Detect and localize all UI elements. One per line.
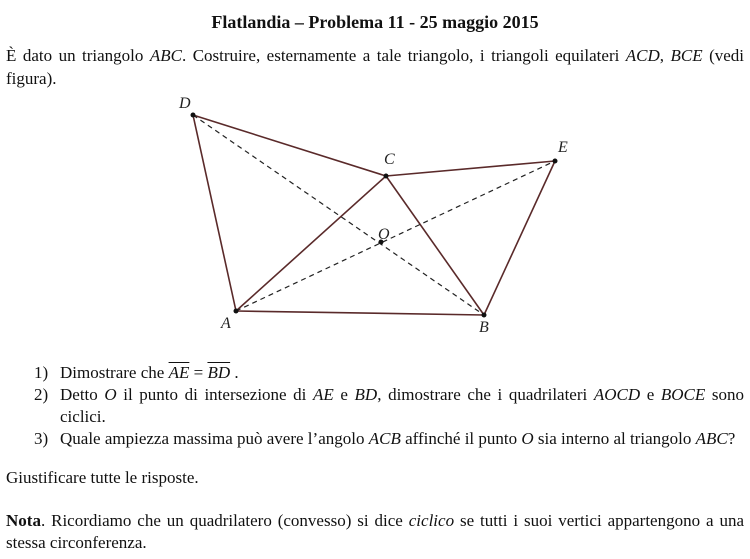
label-c: C	[384, 151, 395, 168]
question-text: il punto di intersezione di	[116, 385, 314, 404]
label-b: B	[479, 319, 489, 336]
segment-ae-label: AE	[313, 385, 334, 404]
question-list	[6, 362, 744, 450]
question-number: 3)	[34, 429, 49, 448]
geometry-svg	[160, 90, 590, 340]
question-text: e	[640, 385, 661, 404]
angle-acb: ACB	[368, 429, 401, 448]
triangle-abc: ABC	[695, 429, 728, 448]
question-text: Quale ampiezza massima può avere l’angolo	[60, 429, 369, 448]
equals-sign: =	[189, 363, 208, 382]
question-number: 2)	[34, 385, 49, 404]
question-2	[6, 384, 744, 428]
label-a: A	[221, 315, 231, 332]
quad-aocd: AOCD	[593, 385, 641, 404]
point-c	[384, 174, 389, 179]
question-text: ?	[727, 429, 736, 448]
question-text: sia interno al triangolo	[533, 429, 696, 448]
question-text: Detto	[60, 385, 105, 404]
nota-text: . Ricordiamo che un quadrilatero (convesso) si dice	[40, 511, 409, 530]
question-text: , dimostrare che i quadrilateri	[377, 385, 594, 404]
solid-segments	[193, 115, 555, 315]
triangle-bce: BCE	[670, 46, 703, 65]
geometry-figure	[160, 90, 590, 340]
segment-bd-label: BD	[354, 385, 378, 404]
segment-da	[193, 115, 236, 311]
intro-text: . Costruire, esternamente a tale triangolo, i triangoli equilateri	[181, 46, 626, 65]
label-d: D	[179, 95, 191, 112]
question-text: .	[230, 363, 239, 382]
intro-text: ,	[659, 46, 671, 65]
point-o-label: O	[521, 429, 534, 448]
point-a	[234, 309, 239, 314]
intro-paragraph	[6, 44, 744, 90]
quad-boce: BOCE	[660, 385, 706, 404]
question-number: 1)	[34, 363, 49, 382]
dashed-segments	[193, 115, 555, 315]
segment-ae	[236, 161, 555, 311]
point-o-label: O	[104, 385, 117, 404]
nota-label: Nota	[6, 511, 41, 530]
points	[191, 113, 558, 318]
segment-dc	[193, 115, 386, 176]
segment-ab	[236, 311, 484, 315]
question-text: affinché il punto	[400, 429, 522, 448]
question-1	[6, 362, 744, 384]
nota-ciclico: ciclico	[408, 511, 455, 530]
question-text: e	[333, 385, 355, 404]
question-3	[6, 428, 744, 450]
point-b	[482, 313, 487, 318]
point-e	[553, 159, 558, 164]
nota-paragraph	[6, 510, 744, 554]
intro-text: È dato un triangolo	[6, 46, 150, 65]
segment-cb	[386, 176, 484, 315]
label-o: O	[378, 226, 390, 243]
segment-eb	[484, 161, 555, 315]
label-e: E	[558, 139, 568, 156]
segment-ce	[386, 161, 555, 176]
question-text: Dimostrare che	[60, 363, 169, 382]
intro-text: (vedi figura).	[6, 46, 744, 88]
triangle-acd: ACD	[625, 46, 660, 65]
segment-ae-label: $\overline{AE}$	[168, 363, 190, 382]
justify-instruction: Giustificare tutte le risposte.	[6, 468, 199, 487]
point-d	[191, 113, 196, 118]
page-title: Flatlandia – Problema 11 - 25 maggio 2015	[211, 12, 539, 32]
question-text: sono ciclici.	[60, 385, 744, 426]
segment-bd-label: $\overline{BD}$	[207, 363, 231, 382]
segment-ca	[236, 176, 386, 311]
triangle-abc: ABC	[149, 46, 182, 65]
nota-text: se tutti i suoi vertici appartengono a una stessa circonferenza.	[6, 511, 744, 552]
